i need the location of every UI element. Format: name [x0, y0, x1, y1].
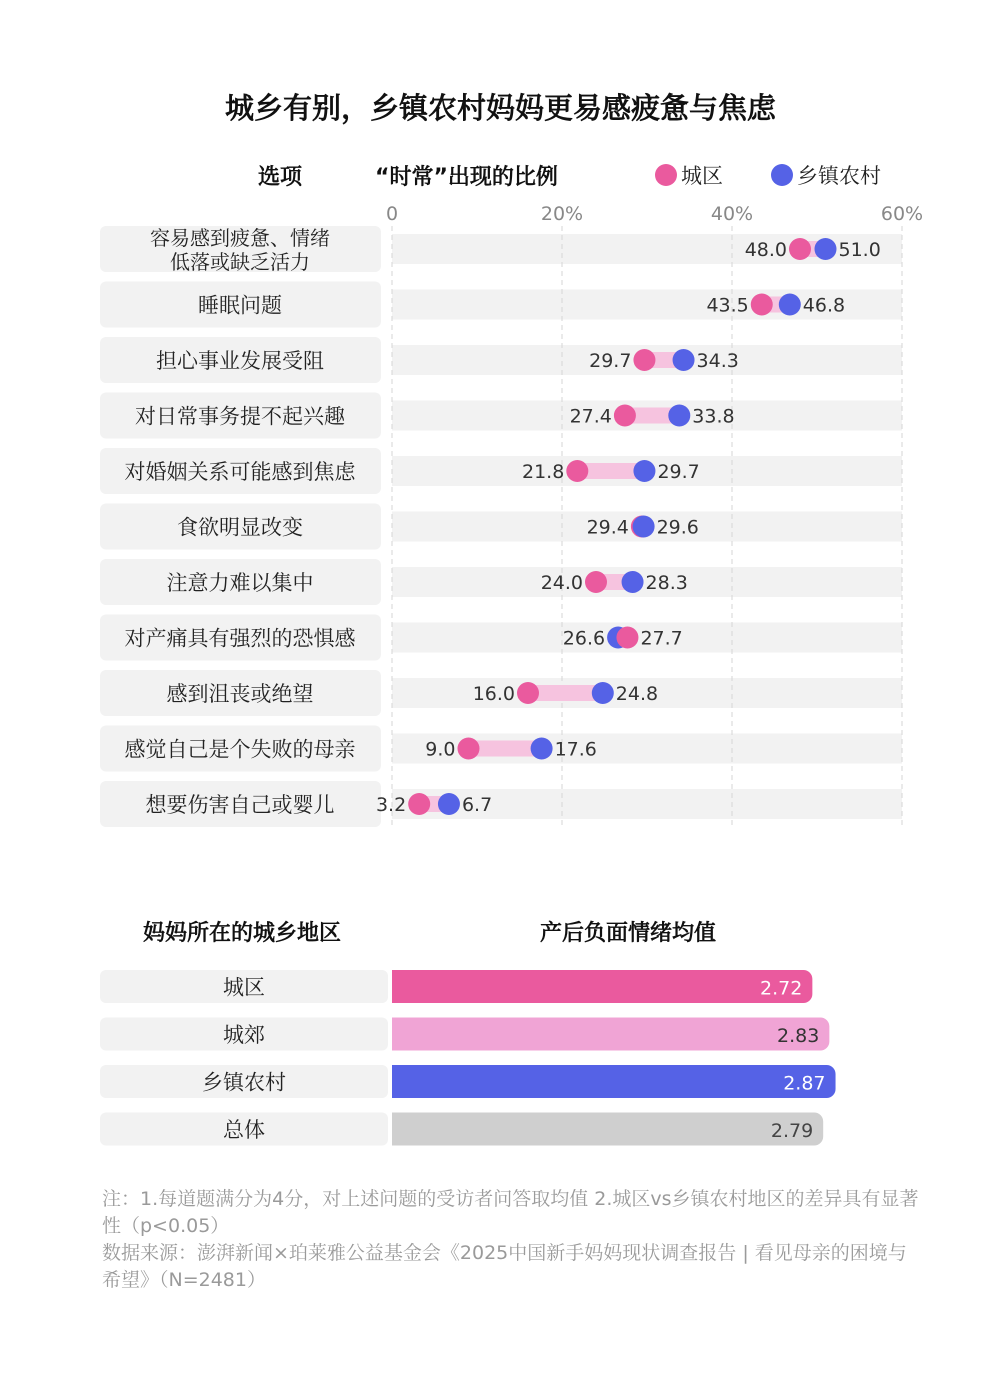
urban-value-label: 29.4: [586, 516, 629, 539]
category-label: 睡眠问题: [198, 293, 282, 318]
mean-value-label: 2.72: [760, 977, 803, 1000]
mean-bar-left-edge: [392, 1065, 412, 1098]
rural-value-label: 51.0: [838, 239, 881, 261]
urban-value-label: 21.8: [521, 461, 565, 483]
rural-value-label: 33.8: [692, 405, 735, 428]
category-label: 对婚姻关系可能感到焦虑: [124, 460, 356, 484]
rural-dot: [622, 571, 644, 593]
urban-dot: [408, 793, 430, 815]
region-label: 乡镇农村: [202, 1070, 286, 1095]
rural-dot: [815, 238, 837, 260]
mean-bar: [392, 1065, 836, 1098]
legend-rural-label: 乡镇农村: [797, 164, 881, 188]
mean-bar: [392, 1113, 823, 1146]
mean-value-label: 2.87: [783, 1072, 826, 1095]
rural-dot: [633, 460, 655, 482]
rural-value-label: 24.8: [615, 683, 659, 705]
category-label: 对产痛具有强烈的恐惧感: [124, 626, 356, 651]
range-bar: [528, 685, 603, 701]
rural-value-label: 28.3: [645, 572, 688, 594]
urban-value-label: 3.2: [375, 794, 407, 816]
rural-value-label: 29.7: [657, 461, 700, 483]
category-label: 对日常事务提不起兴趣: [135, 404, 345, 429]
urban-dot: [789, 238, 811, 260]
mean-bar-left-edge: [392, 970, 412, 1003]
urban-dot: [458, 738, 480, 760]
mean-value-label: 2.83: [777, 1025, 820, 1047]
urban-value-label: 27.4: [569, 405, 612, 428]
x-tick-label: 60%: [880, 203, 924, 225]
mean-bar: [392, 1018, 829, 1051]
category-label: 感到沮丧或绝望: [166, 682, 314, 706]
urban-dot: [517, 682, 539, 704]
rural-value-label: 34.3: [696, 350, 739, 372]
mean-column-header: 产后负面情绪均值: [540, 921, 717, 946]
mean-value-label: 2.79: [770, 1120, 814, 1142]
urban-value-label: 29.7: [589, 350, 632, 372]
rural-dot: [633, 516, 655, 538]
urban-dot: [616, 627, 638, 649]
rural-value-label: 6.7: [461, 794, 493, 816]
mean-bar-chart: [0, 960, 1001, 1155]
urban-dot: [585, 571, 607, 593]
mean-bar-left-edge: [392, 1018, 412, 1051]
rural-dot: [592, 682, 614, 704]
x-tick-label: 40%: [710, 203, 754, 225]
urban-value-label: 24.0: [540, 572, 583, 594]
ratio-column-header: “时常”出现的比例: [375, 165, 558, 190]
rural-dot: [531, 738, 553, 760]
rural-dot: [779, 294, 801, 316]
urban-value-label: 9.0: [425, 738, 456, 761]
region-label: 总体: [223, 1118, 265, 1142]
urban-dot: [614, 405, 636, 427]
urban-value-label: 48.0: [744, 239, 787, 261]
urban-dot: [751, 294, 773, 316]
footnote: [102, 1186, 922, 1294]
urban-value-label: 27.7: [640, 627, 683, 650]
category-label: 感觉自己是个失败的母亲: [124, 737, 356, 762]
legend-rural-dot: [771, 164, 793, 186]
region-column-header: 妈妈所在的城乡地区: [143, 921, 342, 946]
urban-value-label: 16.0: [472, 683, 515, 705]
rural-dot: [438, 793, 460, 815]
category-label: 低落或缺乏活力: [170, 250, 310, 274]
category-label: 注意力难以集中: [166, 571, 314, 595]
dumbbell-chart: [0, 195, 1001, 835]
category-label: 想要伤害自己或婴儿: [145, 793, 335, 817]
rural-value-label: 29.6: [656, 516, 699, 539]
category-label: 担心事业发展受阻: [156, 349, 324, 373]
category-label: 食欲明显改变: [177, 515, 303, 540]
rural-dot: [668, 405, 690, 427]
x-tick-label: 20%: [540, 203, 584, 225]
rural-value-label: 46.8: [802, 294, 846, 317]
mean-bar: [392, 970, 812, 1003]
urban-value-label: 43.5: [706, 294, 749, 317]
legend-rural: [771, 160, 881, 190]
footnote-source: 数据来源：澎湃新闻×珀莱雅公益基金会《2025中国新手妈妈现状调查报告 | 看见母亲的困境与希望》（N=2481）: [102, 1242, 907, 1291]
legend-urban-label: 城区: [681, 164, 723, 188]
urban-dot: [566, 460, 588, 482]
x-tick-label: 0: [385, 203, 399, 225]
legend-urban-dot: [655, 164, 677, 186]
footnote-note: 注：1.每道题满分为4分，对上述问题的受访者问答取均值 2.城区vs乡镇农村地区的差异具有显著性（p<0.05）: [102, 1188, 919, 1237]
category-label: 容易感到疲惫、情绪: [150, 226, 330, 250]
region-label: 城郊: [223, 1023, 265, 1047]
rural-value-label: 17.6: [554, 738, 597, 761]
mean-bar-left-edge: [392, 1113, 412, 1146]
rural-dot: [673, 349, 695, 371]
legend-urban: [655, 160, 723, 190]
option-column-header: 选项: [258, 165, 303, 190]
rural-value-label: 26.6: [562, 627, 606, 650]
page-title: 城乡有别，乡镇农村妈妈更易感疲惫与焦虑: [224, 91, 776, 125]
urban-dot: [633, 349, 655, 371]
region-label: 城区: [223, 975, 265, 1000]
